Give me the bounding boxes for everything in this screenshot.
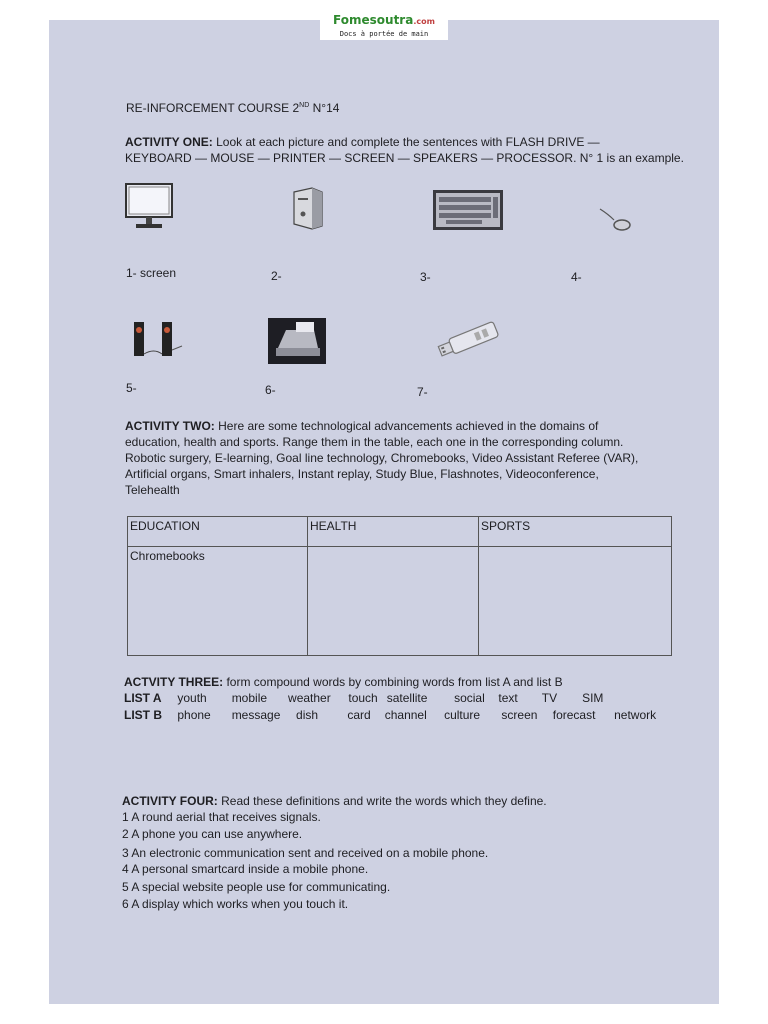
list-item: dish — [296, 708, 319, 722]
item-2: 2- — [271, 269, 282, 283]
list-item: touch — [348, 691, 378, 705]
speakers-icon — [130, 320, 186, 360]
table-header-row — [128, 517, 672, 547]
item-4: 4- — [571, 270, 582, 284]
list-item: network — [614, 708, 657, 722]
activity-one-label: ACTIVITY ONE: — [125, 135, 213, 149]
list-item: satellite — [386, 691, 428, 705]
activity-one-instructions: ACTIVITY ONE: Look at each picture and complete the sentences with FLASH DRIVE — KEYBOARD — MOUSE — PRINTER — SCREEN — SPEAKERS — PROCESSOR. N° 1 is an example. — [125, 135, 684, 165]
list-item: weather — [288, 691, 331, 705]
header-education: EDUCATION — [128, 517, 308, 547]
activity-four-label: ACTIVITY FOUR: — [122, 794, 218, 808]
definition-item: 5 A special website people use for communicating. — [122, 880, 391, 894]
cell-health — [308, 547, 479, 656]
list-b-label: LIST B — [124, 708, 162, 722]
definition-item: 4 A personal smartcard inside a mobile phone. — [122, 862, 369, 876]
list-item: social — [454, 691, 485, 705]
list-item: message — [231, 708, 281, 722]
list-item: forecast — [552, 708, 596, 722]
list-item: culture — [444, 708, 481, 722]
list-item: mobile — [231, 691, 268, 705]
domains-table — [127, 516, 672, 656]
page-title: RE-INFORCEMENT COURSE 2ND N°14 — [126, 101, 340, 115]
activity-four-instructions: ACTIVITY FOUR: Read these definitions and write the words which they define. — [122, 794, 547, 808]
list-a — [124, 691, 603, 705]
activity-two-instructions: ACTIVITY TWO: Here are some technological advancements achieved in the domains of education, health and sports. Range them in the table, each one in the corresponding column. Robotic surgery, E-learning, Goal line technology, Chromebooks, Video Assistant Referee (VAR), Artificial organs, Smart inhalers, Instant replay, Study Blue, Flashnotes, Videoconference, Telehealth — [125, 419, 639, 497]
list-item: channel — [384, 708, 427, 722]
header-sports: SPORTS — [479, 517, 672, 547]
definition-item: 6 A display which works when you touch it. — [122, 897, 349, 911]
activity-three-label: ACTVITY THREE: — [124, 675, 224, 689]
definition-item: 2 A phone you can use anywhere. — [122, 827, 303, 841]
computer-tower-icon — [290, 186, 326, 230]
item-5: 5- — [126, 381, 137, 395]
keyboard-icon — [432, 189, 504, 231]
list-b — [124, 708, 656, 722]
header-health: HEALTH — [308, 517, 479, 547]
list-item: phone — [177, 708, 211, 722]
item-3: 3- — [420, 270, 431, 284]
list-item: card — [347, 708, 371, 722]
definition-item: 1 A round aerial that receives signals. — [122, 810, 321, 824]
table-row — [128, 547, 672, 656]
item-1: 1- screen — [126, 266, 177, 280]
item-7: 7- — [417, 385, 428, 399]
logo-name: Fomesoutra — [333, 13, 414, 27]
mouse-icon — [598, 206, 634, 232]
list-item: youth — [177, 691, 207, 705]
printer-icon — [268, 318, 326, 364]
activity-three-instructions: ACTVITY THREE: form compound words by combining words from list A and list B — [124, 675, 563, 689]
logo-domain: .com — [413, 17, 435, 26]
list-a-label: LIST A — [124, 691, 162, 705]
list-item: TV — [541, 691, 558, 705]
activity-two-label: ACTIVITY TWO: — [125, 419, 215, 433]
logo-tagline: Docs à portée de main — [339, 30, 429, 38]
item-6: 6- — [265, 383, 276, 397]
list-item: screen — [501, 708, 538, 722]
definition-item: 3 An electronic communication sent and received on a mobile phone. — [122, 846, 489, 860]
site-logo[interactable] — [320, 13, 448, 40]
cell-education: Chromebooks — [128, 547, 308, 656]
monitor-icon — [124, 182, 174, 230]
list-item: SIM — [582, 691, 604, 705]
flash-drive-icon — [432, 316, 504, 364]
cell-sports — [479, 547, 672, 656]
list-item: text — [498, 691, 518, 705]
